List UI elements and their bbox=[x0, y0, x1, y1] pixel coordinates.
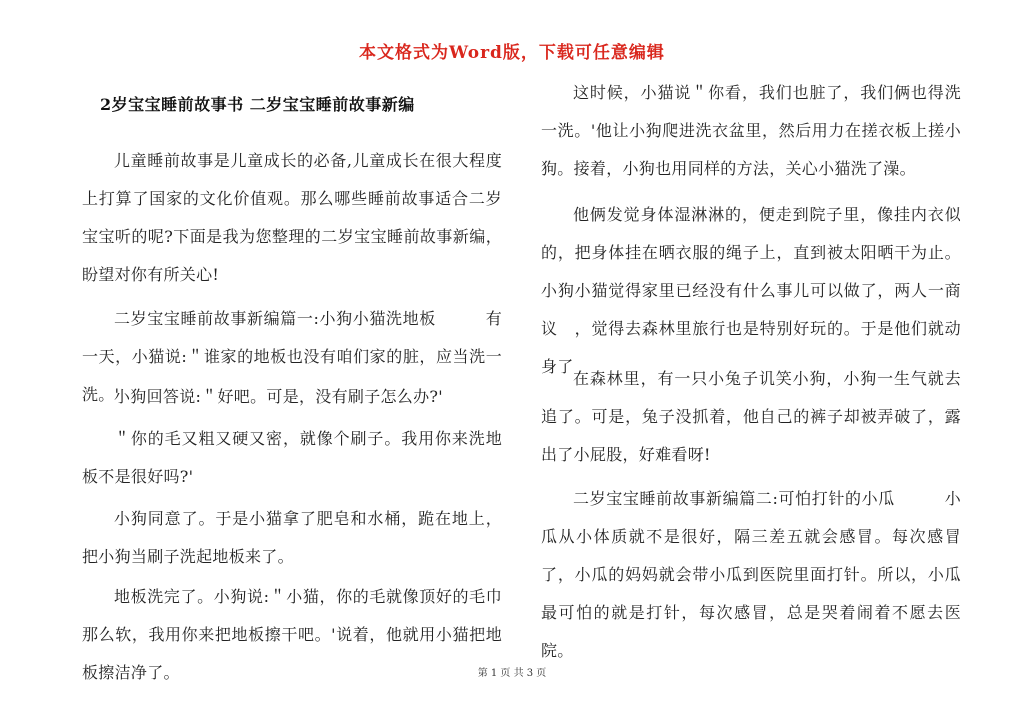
word-format-banner: 本文格式为Word版，下载可任意编辑 bbox=[359, 43, 665, 63]
left-paragraph-6: 地板洗完了。小狗说:＂小猫，你的毛就像顶好的毛巾那么软，我用你来把地板擦干吧。'说着，他就用小猫把地板擦洁净了。 bbox=[82, 587, 502, 682]
left-paragraph-4: ＂你的毛又粗又硬又密，就像个刷子。我用你来洗地板不是很好吗?' bbox=[82, 429, 502, 486]
left-paragraph-5: 小狗同意了。于是小猫拿了肥皂和水桶，跪在地上，把小狗当刷子洗起地板来了。 bbox=[82, 509, 502, 566]
right-paragraph-2: 他俩发觉身体湿淋淋的，便走到院子里，像挂内衣似的，把身体挂在晒衣服的绳子上，直到被太阳晒干为止。小狗小猫觉得家里已经没有什么事儿可以做了，两人一商议 ，觉得去森林里旅行也是特别好玩的。于是他们就动身了 bbox=[541, 205, 961, 376]
left-paragraph-2: 二岁宝宝睡前故事新编篇一:小狗小猫洗地板 有一天，小猫说:＂谁家的地板也没有咱们家的脏，应当洗一洗。' bbox=[82, 309, 502, 404]
right-paragraph-1: 这时候，小猫说＂你看，我们也脏了，我们俩也得洗一洗。'他让小狗爬进洗衣盆里，然后用力在搓衣板上搓小狗。接着，小狗也用同样的方法，关心小猫洗了澡。 bbox=[541, 83, 961, 178]
left-paragraph-3: 小狗回答说:＂好吧。可是，没有刷子怎么办?' bbox=[114, 387, 443, 406]
right-paragraph-3: 在森林里，有一只小兔子讥笑小狗，小狗一生气就去追了。可是，兔子没抓着，他自己的裤子却被弄破了，露出了小屁股，好难看呀! bbox=[541, 369, 961, 464]
page-number-footer: 第 1 页 共 3 页 bbox=[477, 668, 547, 679]
document-title: 2岁宝宝睡前故事书 二岁宝宝睡前故事新编 bbox=[100, 95, 415, 114]
right-paragraph-4: 二岁宝宝睡前故事新编篇二:可怕打针的小瓜 小瓜从小体质就不是很好，隔三差五就会感冒。每次感冒了，小瓜的妈妈就会带小瓜到医院里面打针。所以，小瓜最可怕的就是打针，每次感冒，总是哭着闹着不愿去医院。 bbox=[541, 489, 961, 660]
left-paragraph-1: 儿童睡前故事是儿童成长的必备,儿童成长在很大程度上打算了国家的文化价值观。那么哪些睡前故事适合二岁宝宝听的呢?下面是我为您整理的二岁宝宝睡前故事新编，盼望对你有所关心! bbox=[82, 151, 502, 284]
